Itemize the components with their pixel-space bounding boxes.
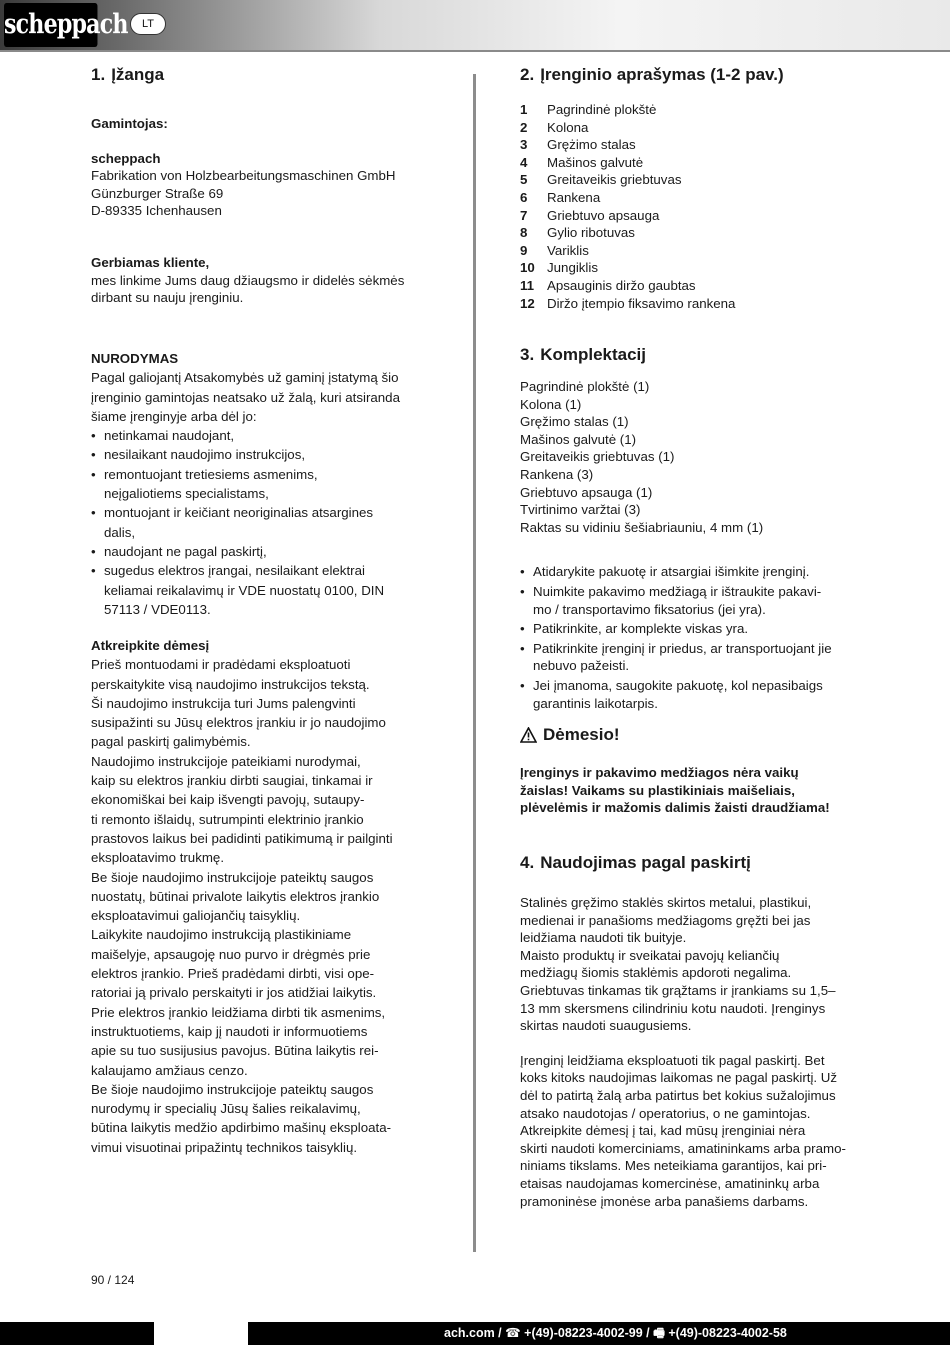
contents-item: Kolona (1) <box>520 396 582 412</box>
parts-list-item <box>520 207 860 225</box>
warning-line: Įrenginys ir pakavimo medžiagos nėra vaikų <box>520 765 799 780</box>
notice-title: NURODYMAS <box>91 351 179 366</box>
intended-use-line: etaisas naudojamas komercinėse, amatininkų arba <box>520 1175 820 1191</box>
notice-intro-line: šiame įrenginyje arba dėl jo: <box>91 408 257 424</box>
notice-item-line: • naudojant ne pagal paskirtį, <box>104 543 267 559</box>
greeting-text <box>91 272 436 307</box>
attention-line: eksploatavimo trukmę. <box>91 850 225 866</box>
part-label: Diržo įtempio fiksavimo rankena <box>547 295 736 311</box>
contents-item: Greitaveikis griebtuvas (1) <box>520 449 675 465</box>
footer-contact: ach.com / ☎ +(49)-08223-4002-99 / 🖷 +(49)-08223-4002-58 <box>444 1326 787 1340</box>
brand-logo: scheppach <box>4 3 97 47</box>
warning-text <box>520 764 860 817</box>
part-label: Kolona <box>547 119 589 135</box>
warning-line: žaislas! Vaikams su plastikiniais maišeliais, <box>520 782 795 798</box>
contents-item: Griebtuvo apsauga (1) <box>520 484 653 500</box>
notice-item <box>91 445 436 464</box>
notice-item <box>91 561 436 619</box>
parts-list-item <box>520 154 860 172</box>
part-number: 10 <box>520 260 535 276</box>
attention-line: ekonomiškai bei kaip išvengti pavojų, sutaupy- <box>91 792 365 808</box>
section-description <box>520 64 860 312</box>
part-label: Apsauginis diržo gaubtas <box>547 277 696 293</box>
part-label: Mašinos galvutė <box>547 154 644 170</box>
attention-line: būtina laikytis medžio apdirbimo mašinų eksploata- <box>91 1120 392 1136</box>
notice-item <box>91 465 436 504</box>
greeting-line: dirbant su nauju įrenginiu. <box>91 290 244 306</box>
unpacking-item <box>520 677 860 712</box>
intended-use-para-2 <box>520 1052 860 1210</box>
unpacking-item <box>520 640 860 675</box>
header-bar <box>0 0 950 52</box>
intended-use-line: medienai ir panašioms medžiagoms gręžti bei jas <box>520 912 811 928</box>
parts-list-item <box>520 136 860 154</box>
address-line: Fabrikation von Holzbearbeitungsmaschinen GmbH <box>91 168 396 184</box>
warning-triangle-icon <box>520 727 537 743</box>
attention-line: nuostatų, būtinai privalote laikytis elektros įrankio <box>91 888 380 904</box>
contents-item: Mašinos galvutė (1) <box>520 431 637 447</box>
part-number: 2 <box>520 119 528 135</box>
footer-block-left <box>0 1322 154 1345</box>
contents-item: Rankena (3) <box>520 466 594 482</box>
section-intro <box>91 64 436 307</box>
unpacking-list <box>520 563 860 712</box>
attention-text <box>91 655 436 1157</box>
section-4-heading: 4. Naudojimas pagal paskirtį <box>520 853 751 872</box>
part-number: 8 <box>520 225 528 241</box>
notice-item-line: keliamai reikalavimų ir VDE nuostatų 0100, DIN <box>104 582 385 598</box>
notice-block <box>91 349 436 619</box>
unpacking-item-line: • Atidarykite pakuotę ir atsargiai išimkite įrenginį. <box>533 564 810 580</box>
attention-line: ti remonto išlaidų, sutrumpinti elektrinio įrankio <box>91 811 364 827</box>
attention-line: eksploatavimui galiojančių taisyklių. <box>91 908 301 924</box>
attention-line: kalaujamo amžiaus cenzo. <box>91 1062 248 1078</box>
contents-list <box>520 378 860 536</box>
intended-use-line: koks kitoks naudojimas laikomas ne pagal paskirtį. Už <box>520 1070 838 1086</box>
manufacturer-address <box>91 167 436 220</box>
intended-use-line: 13 mm skersmens cilindriniu kotu naudoti. Įrenginys <box>520 1000 826 1016</box>
greeting-line: mes linkime Jums daug džiaugsmo ir didelės sėkmės <box>91 272 405 288</box>
attention-line: kaip su elektros įrankiu dirbti saugiai, tinkamai ir <box>91 773 373 789</box>
part-number: 12 <box>520 295 535 311</box>
part-number: 9 <box>520 242 528 258</box>
unpacking-item-line: • Patikrinkite, ar komplekte viskas yra. <box>533 621 749 637</box>
intended-use-line: skirtas naudoti suaugusiems. <box>520 1018 692 1034</box>
warning-block <box>520 724 860 817</box>
part-number: 1 <box>520 102 528 117</box>
header-rule <box>0 50 950 52</box>
language-badge: LT <box>130 13 166 35</box>
unpacking-item-line: • Jei įmanoma, saugokite pakuotę, kol nepasibaigs <box>533 677 823 693</box>
part-label: Griebtuvo apsauga <box>547 207 660 223</box>
parts-list <box>520 101 860 312</box>
part-label: Gylio ribotuvas <box>547 225 635 241</box>
intended-use-line: skirti naudoti komerciniams, amatininkams arba pramo- <box>520 1140 846 1156</box>
section-contents <box>520 344 860 714</box>
part-label: Jungiklis <box>547 260 598 276</box>
footer-bar <box>0 1322 950 1345</box>
notice-list <box>91 426 436 619</box>
notice-item-line: dalis, <box>104 524 136 540</box>
section-3-heading: 3. Komplektacij <box>520 345 646 364</box>
part-label: Rankena <box>547 189 601 205</box>
intended-use-line: Įrenginį leidžiama eksploatuoti tik pagal paskirtį. Bet <box>520 1052 825 1068</box>
attention-title: Atkreipkite dėmesį <box>91 638 210 653</box>
attention-line: perskaitykite visą naudojimo instrukcijos tekstą. <box>91 676 370 692</box>
contents-item: Tvirtinimo varžtai (3) <box>520 502 641 518</box>
attention-line: maišelyje, apsaugoję nuo purvo ir drėgmės prie <box>91 946 371 962</box>
parts-list-item <box>520 189 860 207</box>
warning-line: plėvelėmis ir mažomis dalimis žaisti draudžiama! <box>520 800 830 816</box>
part-label: Variklis <box>547 242 589 258</box>
intended-use-line: pramoninėse įmonėse arba panašiems darbams. <box>520 1193 809 1209</box>
notice-item-line: • montuojant ir keičiant neoriginalias atsargines <box>104 505 374 521</box>
attention-line: pagal paskirtį galimybėmis. <box>91 734 251 750</box>
part-number: 7 <box>520 207 528 223</box>
part-number: 3 <box>520 137 528 153</box>
parts-list-item <box>520 224 860 242</box>
attention-line: Be šioje naudojimo instrukcijoje pateiktų saugos <box>91 1081 374 1097</box>
intended-use-line: leidžiama naudoti tik buityje. <box>520 930 687 946</box>
column-divider <box>473 74 476 1252</box>
intended-use-para-1 <box>520 894 860 1035</box>
attention-line: Naudojimo instrukcijoje pateikiami nurodymai, <box>91 753 361 769</box>
parts-list-item <box>520 295 860 313</box>
attention-line: vimui visuotinai pripažintų technikos taisyklių. <box>91 1139 358 1155</box>
intended-use-line: atsako naudotojas / operatorius, o ne gamintojas. <box>520 1105 811 1121</box>
section-1-heading: 1. Įžanga <box>91 65 165 84</box>
attention-line: Ši naudojimo instrukcija turi Jums palengvinti <box>91 695 356 711</box>
attention-line: Prie elektros įrankio leidžiama dirbti tik asmenims, <box>91 1004 386 1020</box>
unpacking-item-line: mo / transportavimo fiksatorius (jei yra). <box>533 601 766 617</box>
attention-line: Laikykite naudojimo instrukciją plastikiniame <box>91 927 352 943</box>
unpacking-item <box>520 563 860 581</box>
part-number: 6 <box>520 189 528 205</box>
notice-intro-line: įrenginio gamintojas neatsako už žalą, kuri atsiranda <box>91 389 400 405</box>
manufacturer-label: Gamintojas: <box>91 116 168 131</box>
parts-list-item <box>520 242 860 260</box>
address-line: D-89335 Ichenhausen <box>91 203 222 219</box>
section-intended-use <box>520 852 860 1210</box>
intended-use-line: Stalinės gręžimo staklės skirtos metalui, plastikui, <box>520 895 812 910</box>
attention-line: apie su tuo susijusius pavojus. Būtina laikytis rei- <box>91 1043 379 1059</box>
notice-item-line: • remontuojant tretiesiems asmenims, <box>104 466 318 482</box>
attention-line: ratoriai ją privalo perskaityti ir jos atidžiai laikytis. <box>91 985 377 1001</box>
part-label: Pagrindinė plokštė <box>547 102 657 117</box>
address-line: Günzburger Straße 69 <box>91 185 224 201</box>
attention-line: nurodymų ir specialių Jūsų šalies reikalavimų, <box>91 1101 361 1117</box>
notice-item-line: • nesilaikant naudojimo instrukcijos, <box>104 447 306 463</box>
parts-list-item <box>520 171 860 189</box>
notice-intro <box>91 368 436 426</box>
section-2-heading: 2. Įrenginio aprašymas (1-2 pav.) <box>520 65 784 84</box>
notice-item <box>91 503 436 542</box>
unpacking-item-line: garantinis laikotarpis. <box>533 695 658 711</box>
attention-line: susipažinti su Jūsų elektros įrankiu ir jo naudojimo <box>91 715 386 731</box>
intended-use-line: dėl to patirtą žalą arba patirtus bet kokius sužalojimus <box>520 1087 836 1103</box>
attention-line: Be šioje naudojimo instrukcijoje pateiktų saugos <box>91 869 374 885</box>
contents-item: Gręžimo stalas (1) <box>520 414 629 430</box>
unpacking-item <box>520 583 860 618</box>
attention-line: Prieš montuodami ir pradėdami eksploatuoti <box>91 657 351 673</box>
intended-use-line: medžiagų šiomis staklėmis apdoroti negalima. <box>520 965 792 981</box>
attention-line: elektros įrankio. Prieš pradėdami dirbti, visi ope- <box>91 966 375 982</box>
unpacking-item-line: nebuvo pažeisti. <box>533 658 630 674</box>
attention-line: prastovos laikus bei padidinti patikimumą ir pailginti <box>91 830 393 846</box>
part-number: 11 <box>520 277 535 293</box>
contents-item: Raktas su vidiniu šešiabriauniu, 4 mm (1) <box>520 519 764 535</box>
greeting: Gerbiamas kliente, <box>91 254 210 270</box>
unpacking-item <box>520 620 860 638</box>
part-number: 4 <box>520 154 528 170</box>
unpacking-item-line: • Nuimkite pakavimo medžiagą ir ištraukite pakavi- <box>533 583 822 599</box>
notice-item-line: • sugedus elektros įrangai, nesilaikant elektrai <box>104 563 365 579</box>
notice-item <box>91 426 436 445</box>
warning-heading: Dėmesio! <box>520 724 860 746</box>
intended-use-line: Maisto produktų ir sveikatai pavojų keliančių <box>520 947 780 963</box>
parts-list-item <box>520 119 860 137</box>
part-label: Greitaveikis griebtuvas <box>547 172 682 188</box>
parts-list-item <box>520 277 860 295</box>
manufacturer-name: scheppach <box>91 150 161 166</box>
notice-item-line: • netinkamai naudojant, <box>104 428 235 444</box>
part-number: 5 <box>520 172 528 188</box>
intended-use-line: niniams tikslams. Mes neteikiama garantijos, kai pri- <box>520 1158 827 1174</box>
parts-list-item <box>520 259 860 277</box>
notice-intro-line: Pagal galiojantį Atsakomybės už gaminį įstatymą šio <box>91 370 399 386</box>
unpacking-item-line: • Patikrinkite įrenginį ir priedus, ar transportuojant jie <box>533 640 832 656</box>
intended-use-line: Griebtuvas tinkamas tik grąžtams ir įrankiams su 1,5– <box>520 982 836 998</box>
contents-item: Pagrindinė plokštė (1) <box>520 379 650 394</box>
part-label: Grężimo stalas <box>547 137 636 153</box>
parts-list-item <box>520 101 860 119</box>
notice-item <box>91 542 436 561</box>
intended-use-line: Atkreipkite dėmesį į tai, kad mūsų įrenginiai nėra <box>520 1123 806 1139</box>
attention-block <box>91 636 436 1157</box>
notice-item-line: neįgaliotiems specialistams, <box>104 486 269 502</box>
page-number: 90 / 124 <box>91 1273 135 1287</box>
attention-line: instruktuotiems, kaip jį naudoti ir informuotiems <box>91 1023 368 1039</box>
notice-item-line: 57113 / VDE0113. <box>104 601 211 617</box>
